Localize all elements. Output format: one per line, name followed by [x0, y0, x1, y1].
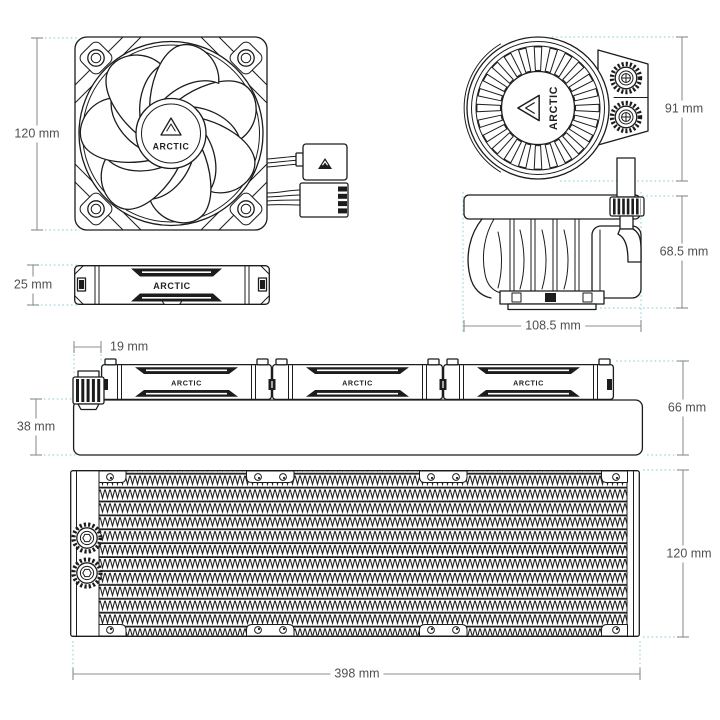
fan-hub	[136, 99, 206, 169]
dimension-label-fan-side-thickness: 25 mm	[10, 277, 56, 294]
dimension-label-tube-fitting-offset: 19 mm	[106, 339, 152, 356]
fan-side-view	[75, 266, 270, 305]
svg-text:ARCTIC: ARCTIC	[342, 378, 373, 388]
fan-side-brand-text: ARCTIC	[153, 281, 191, 291]
radiator-assembly-side-view	[73, 359, 642, 455]
pwm-connector	[300, 183, 348, 217]
svg-text:ARCTIC: ARCTIC	[513, 378, 544, 388]
pump-side-view	[464, 158, 644, 310]
dimension-label-radiator-thickness: 38 mm	[13, 419, 59, 436]
assembly-fan-side-3	[444, 359, 614, 399]
radiator-tube-fitting	[73, 371, 104, 410]
dimension-label-pump-side-height: 68.5 mm	[656, 244, 713, 261]
dimension-label-radiator-front-length: 398 mm	[330, 666, 383, 683]
assembly-fan-side-2	[273, 359, 443, 399]
pump-hub	[502, 72, 575, 145]
fan-hub-brand-text: ARCTIC	[152, 141, 190, 152]
assembly-fans	[102, 359, 614, 399]
dimension-label-pump-top-diameter: 91 mm	[661, 101, 707, 118]
fan-front-view	[71, 34, 348, 230]
dim-tube-fitting-offset	[74, 341, 101, 353]
pump-brand-text: ARCTIC	[547, 85, 560, 131]
daisy-chain-connector	[296, 144, 347, 180]
svg-text:ARCTIC: ARCTIC	[171, 378, 202, 388]
pump-bracket-struts	[498, 219, 579, 291]
radiator-fins	[99, 472, 627, 636]
radiator-front-view	[71, 471, 640, 637]
assembly-fan-side-1	[102, 359, 272, 399]
dimension-label-fan-front-size: 120 mm	[10, 126, 63, 143]
dimension-label-assembly-total-height: 66 mm	[664, 400, 710, 417]
dimension-label-pump-side-width: 108.5 mm	[521, 318, 585, 335]
dimension-label-radiator-front-height: 120 mm	[662, 546, 715, 563]
